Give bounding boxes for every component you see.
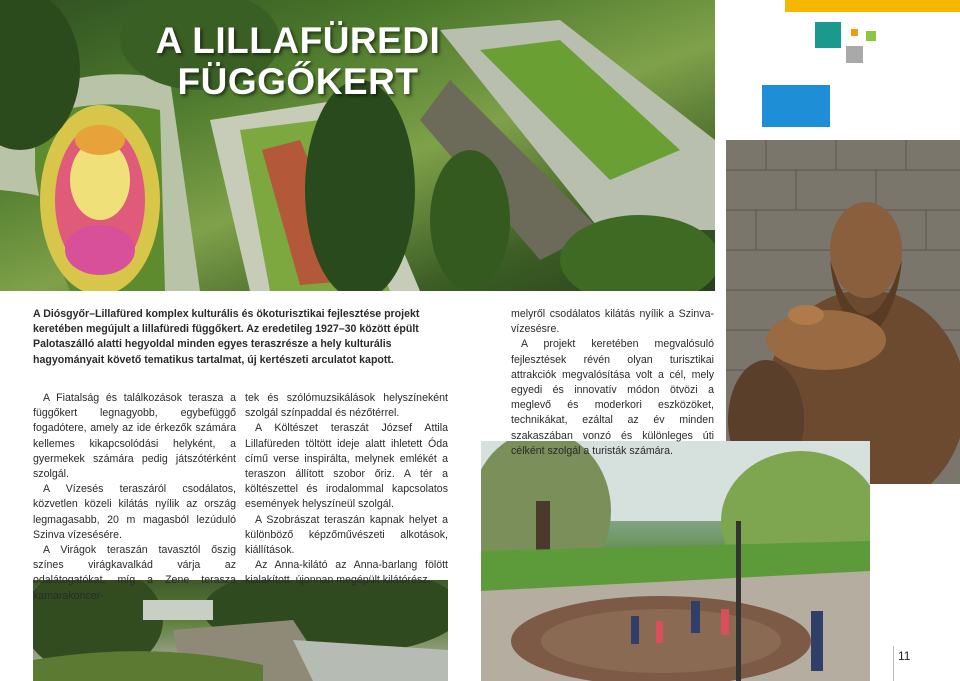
paragraph: A Szobrászat teraszán kapnak helyet a különböző képzőművészeti alkotások, kiállítások. xyxy=(245,513,448,557)
paragraph: A Vízesés teraszáról csodálatos, közvetlen közeli kilátás nyílik az ország legmagasabb, 20 m magasból lezúduló Szinva vízesésére. xyxy=(33,483,236,541)
page-number-divider xyxy=(893,646,894,681)
text-column-1 xyxy=(33,391,236,604)
statue-photo xyxy=(726,140,960,484)
decor-blue-square xyxy=(762,85,830,127)
paragraph: Az Anna-kilátó az Anna-barlang fölött kialakított, újonnan megépült kilátórész, xyxy=(245,559,448,587)
decor-orange-square xyxy=(851,29,858,36)
decor-yellow-bar xyxy=(785,0,960,12)
paragraph: A projekt keretében megvalósuló fejlesztések révén olyan turisztikai attrakciók megvalósítása volt a cél, mely egyedi és innovatív módon ötvözi a meglevő és moderkori eszközöket, technikákat, ezáltal az év minden szakaszában vonzó és különleges úti célként szolgál a turisták számára. xyxy=(511,338,714,457)
paragraph: A Fiatalság és találkozások terasza a függőkert legnagyobb, egybefüggő fogadótere, amely az ide érkezők számára kellemes kikapcsolódási helyként, a gyermekek számára pedig játszótérként szolgál. xyxy=(33,392,236,481)
paragraph: melyről csodálatos kilátás nyílik a Szinva-vízesésre. xyxy=(511,308,714,336)
title-line-2: FÜGGŐKERT xyxy=(177,61,419,102)
page-title xyxy=(118,20,478,102)
text-column-2 xyxy=(245,391,448,589)
intro-paragraph: A Diósgyőr–Lillafüred komplex kulturális és ökoturisztikai fejlesztése projekt keretében megújult a lillafüredi függőkert. Az eredetileg 1927–30 között épült Palotaszálló alatti hegyoldal minden egyes teraszrésze a hely kulturális hagyományait követő tematikus tartalmat, új kertészeti arculatot kapott. xyxy=(33,308,420,366)
paragraph: A Költészet teraszát József Attila Lillafüreden töltött ideje alatt ihletett Óda című verse inspirálta, melynek emlékét a teraszon állított szobor őriz. A tér a költészettel és irodalommal kapcsolatos események helyszíneül szolgál. xyxy=(245,422,448,511)
decor-green-square xyxy=(866,31,876,41)
title-line-1: A LILLAFÜREDI xyxy=(155,20,441,61)
decor-teal-square xyxy=(815,22,841,48)
playground-photo xyxy=(481,441,870,681)
paragraph: A Virágok teraszán tavasztól őszig színes virágkavalkád várja az odalátogatókat, míg a Zene terasza kamarakoncer- xyxy=(33,544,236,602)
decor-grey-square xyxy=(846,46,863,63)
paragraph: tek és szólómuzsikálások helyszíneként szolgál színpaddal és nézőtérrel. xyxy=(245,392,448,420)
text-column-3 xyxy=(511,307,714,459)
page-number: 11 xyxy=(898,649,911,663)
